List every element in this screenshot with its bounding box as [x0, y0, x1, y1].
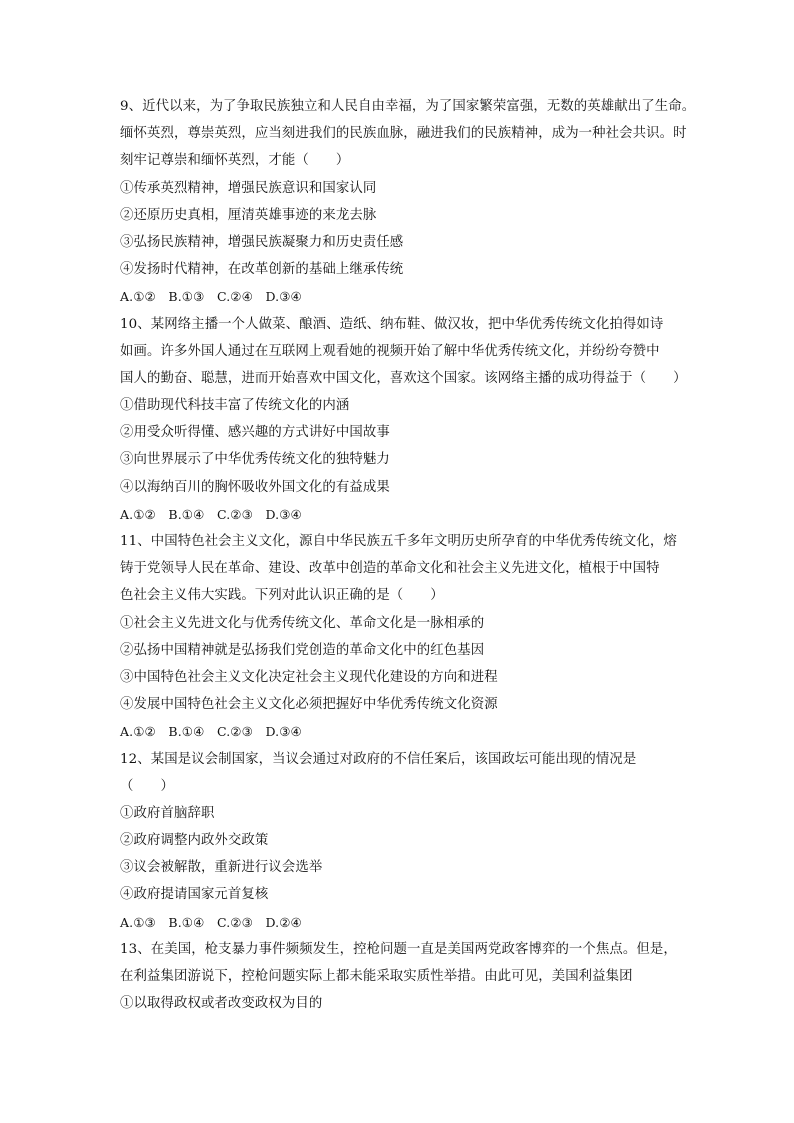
statement-item: ④政府提请国家元首复核	[120, 887, 269, 903]
statement-item: ②还原历史真相，厘清英雄事迹的来龙去脉	[120, 207, 377, 223]
question-stem-line: 在利益集团游说下，控枪问题实际上都未能采取实质性举措。由此可见，美国利益集团	[120, 969, 633, 984]
question-stem-line: 铸于党领导人民在革命、建设、改革中创造的革命文化和社会主义先进文化，植根于中国特	[120, 561, 660, 577]
question-12	[120, 746, 700, 936]
statement-item: ③弘扬民族精神，增强民族凝聚力和历史责任感	[120, 234, 404, 250]
exam-page	[120, 93, 700, 1017]
question-stem-line: （ ）	[120, 778, 174, 794]
answer-options: A.①② B.①③ C.②④ D.③④	[120, 289, 302, 305]
statement-item: ①以取得政权或者改变政权为目的	[120, 996, 323, 1012]
statement-item: ①借助现代科技丰富了传统文化的内涵	[120, 398, 350, 414]
statement-item: ①社会主义先进文化与优秀传统文化、革命文化是一脉相承的	[120, 615, 485, 631]
statement-item: ④发扬时代精神，在改革创新的基础上继承传统	[120, 262, 404, 278]
statement-item: ①政府首脑辞职	[120, 805, 215, 821]
question-stem-line: 11、中国特色社会主义文化，源自中华民族五千多年文明历史所孕育的中华优秀传统文化，熔	[120, 534, 677, 549]
question-stem-line: 10、某网络主播一个人做菜、酿酒、造纸、纳布鞋、做汉妆，把中华优秀传统文化拍得如诗	[120, 316, 664, 332]
statement-item: ③议会被解散，重新进行议会选举	[120, 860, 323, 876]
answer-options: A.①② B.①④ C.②③ D.③④	[120, 506, 302, 522]
statement-item: ②弘扬中国精神就是弘扬我们党创造的革命文化中的红色基因	[120, 642, 485, 658]
question-stem-line: 缅怀英烈，尊崇英烈，应当刻进我们的民族血脉，融进我们的民族精神，成为一种社会共识。时	[120, 126, 687, 142]
question-stem-line: 9、近代以来，为了争取民族独立和人民自由幸福，为了国家繁荣富强，无数的英雄献出了生命。	[120, 99, 696, 114]
statement-item: ①传承英烈精神，增强民族意识和国家认同	[120, 180, 377, 196]
question-10	[120, 311, 700, 529]
statement-item: ②用受众听得懂、感兴趣的方式讲好中国故事	[120, 425, 390, 441]
question-stem-line: 色社会主义伟大实践。下列对此认识正确的是（ ）	[120, 588, 444, 604]
statement-item: ③中国特色社会主义文化决定社会主义现代化建设的方向和进程	[120, 669, 498, 685]
question-stem-line: 国人的勤奋、聪慧，进而开始喜欢中国文化，喜欢这个国家。该网络主播的成功得益于（ ）	[120, 370, 687, 386]
answer-options: A.①② B.①④ C.②③ D.③④	[120, 724, 302, 740]
statement-item: ④以海纳百川的胸怀吸收外国文化的有益成果	[120, 479, 390, 495]
statement-item: ③向世界展示了中华优秀传统文化的独特魅力	[120, 452, 390, 468]
question-13	[120, 936, 700, 1018]
statement-item: ②政府调整内政外交政策	[120, 833, 269, 849]
question-11	[120, 528, 700, 746]
question-stem-line: 13、在美国，枪支暴力事件频频发生，控枪问题一直是美国两党政客博弈的一个焦点。但是，	[120, 941, 677, 957]
question-stem-line: 如画。许多外国人通过在互联网上观看她的视频开始了解中华优秀传统文化，并纷纷夸赞中	[120, 343, 660, 359]
question-stem-line: 12、某国是议会制国家，当议会通过对政府的不信任案后，该国政坛可能出现的情况是	[120, 751, 637, 767]
question-9	[120, 93, 700, 311]
statement-item: ④发展中国特色社会主义文化必须把握好中华优秀传统文化资源	[120, 697, 498, 713]
answer-options: A.①③ B.①④ C.②③ D.②④	[120, 914, 302, 930]
question-stem-line: 刻牢记尊崇和缅怀英烈，才能（ ）	[120, 153, 350, 169]
